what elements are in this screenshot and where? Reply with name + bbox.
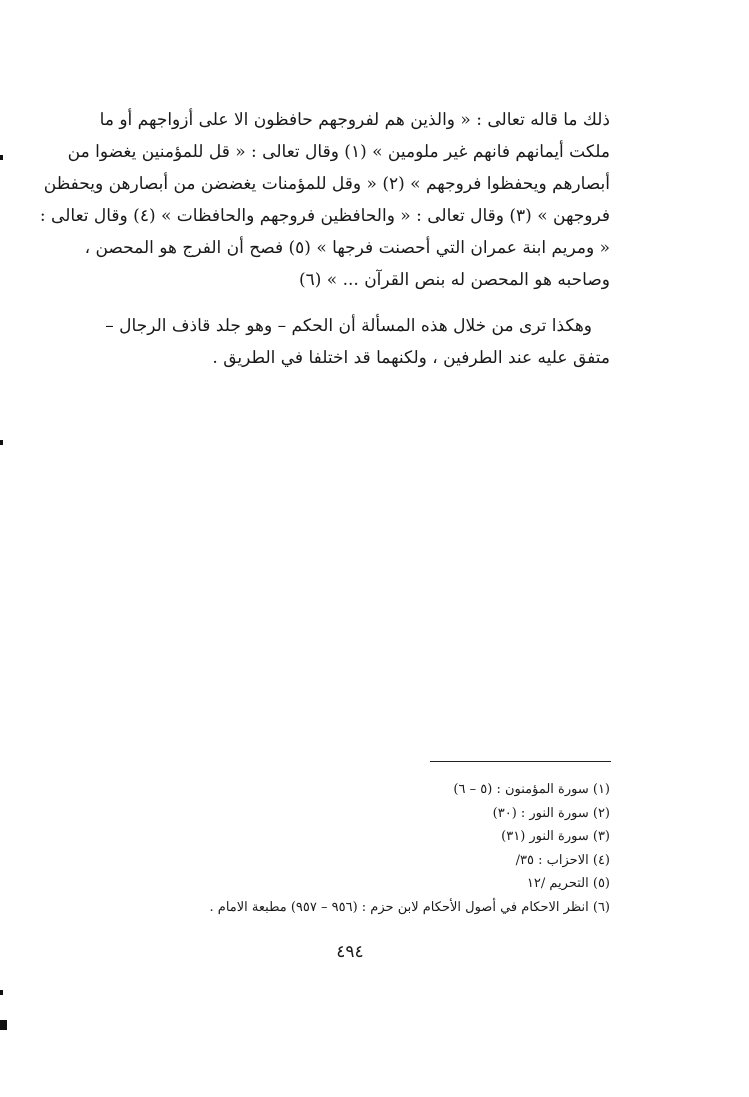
- footnote-4: (٤) الاحزاب : ٣٥/: [515, 852, 610, 868]
- text-line: أبصارهم ويحفظوا فروجهم » (٢) « وقل للمؤمنات يغضضن من أبصارهن ويحفظن: [43, 174, 610, 194]
- footnote-5: (٥) التحريم /١٢: [526, 876, 610, 892]
- footnote-3: (٣) سورة النور (٣١): [501, 829, 610, 845]
- scan-mark: [0, 155, 3, 160]
- scan-mark: [0, 1020, 7, 1030]
- page-number: ٤٩٤: [336, 942, 364, 962]
- text-line: ذلك ما قاله تعالى : « والذين هم لفروجهم حافظون الا على أزواجهم أو ما: [99, 110, 610, 130]
- footnote-2: (٢) سورة النور : (٣٠): [492, 805, 610, 821]
- footnote-separator: [430, 761, 611, 762]
- footnotes: [150, 778, 610, 920]
- text-line: وهكذا ترى من خلال هذه المسألة أن الحكم – وهو جلد قاذف الرجال –: [105, 316, 592, 336]
- scan-mark: [0, 990, 3, 995]
- text-line: وصاحبه هو المحصن له بنص القرآن ... » (٦): [298, 270, 610, 290]
- text-line: فروجهن » (٣) وقال تعالى : « والحافظين فروجهم والحافظات » (٤) وقال تعالى :: [39, 206, 610, 226]
- footnote-1: (١) سورة المؤمنون : (٥ – ٦): [453, 782, 610, 797]
- paragraph-quran-citations: [39, 104, 610, 296]
- text-line: ملكت أيمانهم فانهم غير ملومين » (١) وقال تعالى : « قل للمؤمنين يغضوا من: [67, 142, 610, 162]
- footnote-6: (٦) انظر الاحكام في أصول الأحكام لابن حزم : (٩٥٦ – ٩٥٧) مطبعة الامام .: [209, 899, 610, 915]
- scan-mark: [0, 440, 3, 445]
- paragraph-conclusion: [76, 310, 610, 374]
- text-line: « ومريم ابنة عمران التي أحصنت فرجها » (٥) فصح أن الفرج هو المحصن ،: [84, 238, 610, 258]
- text-line: متفق عليه عند الطرفين ، ولكنهما قد اختلفا في الطريق .: [212, 348, 610, 368]
